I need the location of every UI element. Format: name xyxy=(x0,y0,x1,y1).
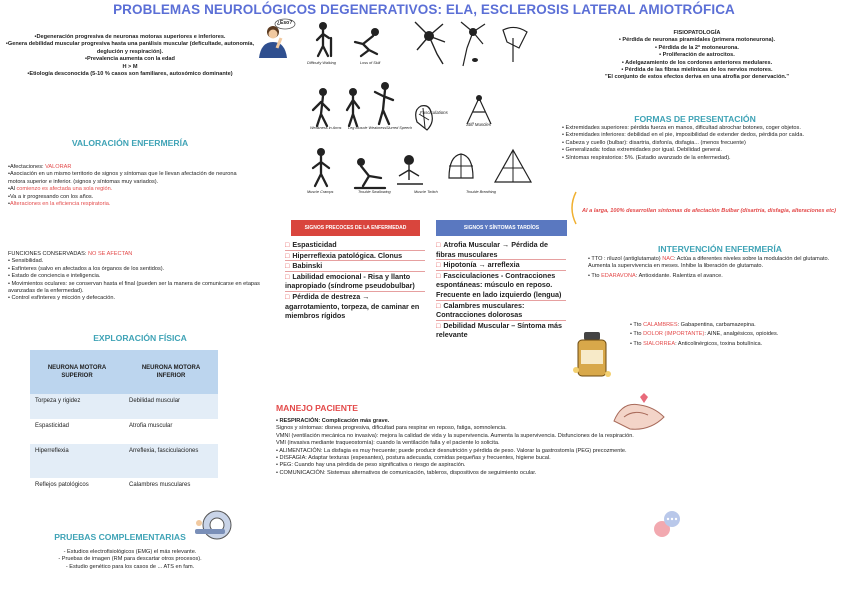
list-item-text: Calambres musculares: Contracciones dolorosas xyxy=(436,300,525,320)
valoracion-highlight: VALORAR xyxy=(45,164,72,170)
formas-line: • Extremidades superiores: pérdida fuerza en manos, dificultad abrochar botones, coger objetos. xyxy=(562,125,801,131)
intervencion-highlight: NAC xyxy=(662,256,674,262)
intervencion-post: : Anticolinérgicos, toxina botulínica. xyxy=(675,340,763,347)
figure-caption: Difficulty Walking xyxy=(307,61,336,65)
page-title: PROBLEMAS NEUROLÓGICOS DEGENERATIVOS: ELA, ESCLEROSIS LATERAL AMIOTRÓFICA xyxy=(113,2,735,17)
valoracion-item: •Asociación en un mismo territorio de signos y síntomas que le llevan afectación de neurona motora superior e inferior. (signos y síntomas muy variados). xyxy=(8,171,237,185)
list-item-text: Atrofia Muscular → Pérdida de fibras musculares xyxy=(436,240,548,259)
figure-caption: Slurred Speech xyxy=(386,126,413,130)
list-item: □ Fasciculaciones - Contracciones espontáneas: músculo en reposo. Frecuente en lado izquierdo (lengua) xyxy=(436,270,562,299)
intro-line: H > M xyxy=(122,63,138,70)
intervencion-pre: • Tto xyxy=(588,272,602,279)
list-item: □ Atrofia Muscular → Pérdida de fibras musculares xyxy=(436,240,548,259)
manejo-line: • RESPIRACIÓN: Complicación más grave. xyxy=(276,418,390,424)
figure-caption: Muscle Twitch xyxy=(414,190,438,194)
manejo-line: VMI (invasiva mediante traqueostomía): cuando la ventilación falla y el paciente lo solicita. xyxy=(276,440,500,447)
intervencion-pre: • Tto xyxy=(630,322,644,328)
manejo-line: • DISFAGIA: Adaptar texturas (espesantes), postura adecuada, comidas pequeñas y frecuentes, higiene bucal. xyxy=(276,455,551,462)
pruebas-line: - Estudios electrofisiológicos (EMG) el más relevante. xyxy=(63,549,197,555)
pruebas-line: - Estudio genético para los casos de ... ATS en fam. xyxy=(65,563,195,570)
list-item-text: Pérdida de destreza → agarrotamiento, torpeza, de caminar en miembros rígidos xyxy=(285,291,420,321)
valoracion-label: •Al xyxy=(8,186,17,193)
intervencion-line xyxy=(630,322,840,329)
exploracion-table xyxy=(30,350,218,512)
list-item: □ Calambres musculares: Contracciones dolorosas xyxy=(436,300,525,320)
intro-line: •Prevalencia aumenta con la edad xyxy=(85,56,175,63)
fisiopatologia-line: • Proliferación de astrocitos. xyxy=(659,52,735,59)
list-item-text: Debilidad Muscular – Síntoma más relevante xyxy=(436,320,562,340)
list-item: □ Pérdida de destreza → agarrotamiento, torpeza, de caminar en miembros rígidos xyxy=(285,291,420,321)
thought-bubble-text: ¿Eso? xyxy=(277,20,293,26)
intervencion-line xyxy=(588,256,840,271)
intro-line: •Degeneración progresiva de neuronas motoras superiores e inferiores. xyxy=(34,34,226,40)
precoces-list xyxy=(285,240,425,321)
figure-caption: Leg Muscle Weakness xyxy=(348,126,387,130)
valoracion-label: • xyxy=(8,201,10,208)
intervencion-heading: INTERVENCIÓN ENFERMERÍA xyxy=(658,244,782,254)
intervencion-pre: • Tto xyxy=(630,331,644,338)
conservadas-line: • Sensibilidad. xyxy=(8,258,44,265)
table-row xyxy=(30,478,218,512)
table-cell: Hiperreflexia xyxy=(30,444,124,478)
mri-scanner-illustration xyxy=(193,509,237,543)
intervencion-post: : Antioxidante. Ralentiza el avance. xyxy=(635,272,723,279)
conservadas-tag: NO SE AFECTAN xyxy=(88,251,133,257)
list-item: □ Espasticidad xyxy=(285,240,337,249)
figure-caption: Trouble Breathing xyxy=(466,190,496,194)
pruebas-heading: PRUEBAS COMPLEMENTARIAS xyxy=(54,532,186,542)
precoces-heading: SIGNOS PRECOCES DE LA ENFERMEDAD xyxy=(291,220,420,236)
exploracion-heading: EXPLORACIÓN FÍSICA xyxy=(93,333,187,343)
conservadas-block xyxy=(8,251,262,303)
valoracion-item xyxy=(8,164,250,171)
table-cell: Torpeza y rigidez xyxy=(30,394,124,419)
figure-caption: Fasciculations xyxy=(420,110,448,115)
manejo-line: Signos y síntomas: disnea progresiva, dificultad para respirar en reposo, fatiga, somnolencia. xyxy=(276,425,507,432)
figure-caption: Trouble Swallowing xyxy=(358,190,391,194)
list-item: □ Hipotonía → arreflexia xyxy=(436,260,520,270)
fisiopatologia-block xyxy=(549,30,845,82)
intervencion-post: : AINE, analgésicos, opioides. xyxy=(704,331,779,338)
table-cell: Debilidad muscular xyxy=(124,394,218,419)
valoracion-label: •Afectaciones: xyxy=(8,164,46,170)
formas-line: • Cabeza y cuello (bulbar): disartria, disfonía, disfagia... (menos frecuente) xyxy=(562,139,746,146)
conservadas-line: • Control esfínteres y micción y defecación. xyxy=(8,295,116,302)
speech-bubbles-icon xyxy=(652,509,682,539)
intro-line: •Etiología desconocida (5-10 % casos son familiares, autosómico dominante) xyxy=(27,71,233,78)
list-item-text: Hipotonía → arreflexia xyxy=(443,260,520,270)
figure-caption: Weakness in Arms xyxy=(310,126,342,130)
intervencion-post: : Actúa a diferentes niveles sobre la modulación del glutamato. Aumenta la supervivencia en meses. Inhibe la liberación de glutamato. xyxy=(588,256,830,270)
manejo-line: • ALIMENTACIÓN: La disfagia es muy frecuente; puede producir desnutrición y pérdida de peso. Valorar la gastrostomía (PEG) precozmente. xyxy=(276,447,627,454)
list-item-text: Fasciculaciones - Contracciones espontáneas: músculo en reposo. Frecuente en lado izquierdo (lengua) xyxy=(436,270,562,299)
valoracion-item: •Va a ir progresando con los años. xyxy=(8,193,94,200)
list-item: □ Debilidad Muscular – Síntoma más relevante xyxy=(436,320,562,340)
intervencion-highlight: DOLOR (IMPORTANTE) xyxy=(643,331,705,338)
fisiopatologia-line: • Adelgazamiento de los cordones anteriores medulares. xyxy=(621,59,773,66)
tardios-heading: SIGNOS Y SÍNTOMAS TARDÍOS xyxy=(436,220,567,236)
intervencion-highlight: SIALORREA xyxy=(643,340,676,347)
valoracion-block xyxy=(8,164,250,208)
valoracion-item xyxy=(8,201,250,208)
intervencion-pre: • TTO : riluzol (antiglutamato) xyxy=(588,256,663,262)
valoracion-highlight: Alteraciones en la eficiencia respiratoria. xyxy=(9,201,111,208)
fisiopatologia-line: • Pérdida de la 2ª motoneurona. xyxy=(655,44,739,51)
intro-block xyxy=(4,34,256,78)
conservadas-line: • Esfínteres (salvo en afectados a los órganos de los sentidos). xyxy=(8,265,165,272)
formas-note: Al a larga, 100% desarrollan síntomas de afectación Bulbar (disartria, disfagia, alteraciones etc) xyxy=(582,208,836,214)
table-row xyxy=(30,419,218,444)
intervencion-block-2 xyxy=(630,322,840,348)
medicine-bottle-illustration xyxy=(572,330,612,380)
manejo-block xyxy=(276,418,796,477)
exploracion-table-wrap xyxy=(30,350,218,512)
intervencion-pre: • Tto xyxy=(630,340,644,347)
formas-line: • Extremidades inferiores: debilidad en el pie, imposibilidad de extender dedos, pérdida por caída. xyxy=(562,132,805,139)
intervencion-line xyxy=(630,331,840,338)
fisiopatologia-heading: FISIOPATOLOGÍA xyxy=(673,30,721,36)
list-item: □ Babinski xyxy=(285,261,323,271)
manejo-line: • PEG: Cuando hay una pérdida de peso significativa o riesgo de aspiración. xyxy=(276,462,466,469)
conservadas-line: • Estado de conciencia e inteligencia. xyxy=(8,273,101,280)
formas-heading: FORMAS DE PRESENTACIÓN xyxy=(634,114,756,124)
intervencion-block xyxy=(588,256,840,280)
intervencion-post: : Gabapentina, carbamazepina. xyxy=(677,322,756,328)
list-item-text: Espasticidad xyxy=(292,240,337,249)
fisiopatologia-line: "El conjunto de estos efectos deriva en una atrofia por denervación." xyxy=(604,74,790,81)
intro-line: •Genera debilidad muscular progresiva hasta una parálisis muscular (deficultade, autonomía, deglución y respiración). xyxy=(5,41,255,55)
table-header: NEURONA MOTORA INFERIOR xyxy=(124,350,218,394)
formas-line: • Generalizada: todas extremidades por igual. Debilidad general. xyxy=(562,147,722,154)
fisiopatologia-line: • Pérdida de las fibras mielínicas de los nervios motores. xyxy=(621,67,773,74)
intervencion-line xyxy=(588,273,840,280)
tardios-list xyxy=(436,240,566,340)
table-row xyxy=(30,394,218,419)
intervencion-line xyxy=(630,341,840,348)
pruebas-line: - Pruebas de imagen (RM para descartar otros procesos). xyxy=(58,556,202,563)
caring-hands-illustration xyxy=(610,391,670,435)
table-cell: Arreflexia, fasciculaciones xyxy=(124,444,218,478)
formas-line: • Síntomas respiratorios: 5%. (Estadio avanzado de la enfermedad). xyxy=(562,154,731,161)
conservadas-heading-row xyxy=(8,251,262,258)
table-cell: Calambres musculares xyxy=(124,478,218,512)
table-cell: Atrofia muscular xyxy=(124,419,218,444)
list-item: □ Labilidad emocional - Risa y llanto inapropiado (síndrome pseudobulbar) xyxy=(285,271,415,291)
valoracion-heading: VALORACIÓN ENFERMERÍA xyxy=(71,138,189,148)
fisiopatologia-line: • Pérdida de neuronas piramidales (primera motoneurona). xyxy=(618,37,776,44)
table-cell: Espasticidad xyxy=(30,419,124,444)
pruebas-block xyxy=(10,549,250,571)
intervencion-highlight: CALAMBRES xyxy=(643,322,678,328)
conservadas-line: • Movimientos oculares: se conservan hasta el final (pueden ser la manera de comunicarse en etapas avanzadas de la enfermedad). xyxy=(8,280,260,295)
intervencion-highlight: EDARAVONA xyxy=(601,272,636,279)
table-row xyxy=(30,444,218,478)
valoracion-highlight: comienzo es afectada una sola región. xyxy=(16,186,113,193)
valoracion-item xyxy=(8,186,250,193)
manejo-heading: MANEJO PACIENTE xyxy=(276,403,358,413)
list-item-text: Babinski xyxy=(292,261,323,271)
figure-caption: Muscle Cramps xyxy=(307,190,334,194)
conservadas-heading: FUNCIONES CONSERVADAS: xyxy=(8,251,87,257)
figure-caption: Loss of Skill xyxy=(360,61,381,65)
table-header: NEURONA MOTORA SUPERIOR xyxy=(30,350,124,394)
manejo-line: VMNI (ventilación mecánica no invasiva): mejora la calidad de vida y la supervivencia. Aumenta la supervivencia. Disfunciones de la respiración. xyxy=(276,432,634,439)
manejo-line: • COMUNICACIÓN: Sistemas alternativos de comunicación, tableros, dispositivos de seguimiento ocular. xyxy=(276,469,537,476)
figure-caption: Stiff Muscles xyxy=(466,122,491,127)
list-item-text: Labilidad emocional - Risa y llanto inapropiado (síndrome pseudobulbar) xyxy=(285,271,415,291)
list-item-text: Hiperreflexia patológica. Clonus xyxy=(292,250,403,260)
list-item: □ Hiperreflexia patológica. Clonus xyxy=(285,250,403,260)
table-cell: Reflejos patológicos xyxy=(30,478,124,512)
formas-block xyxy=(562,125,840,162)
